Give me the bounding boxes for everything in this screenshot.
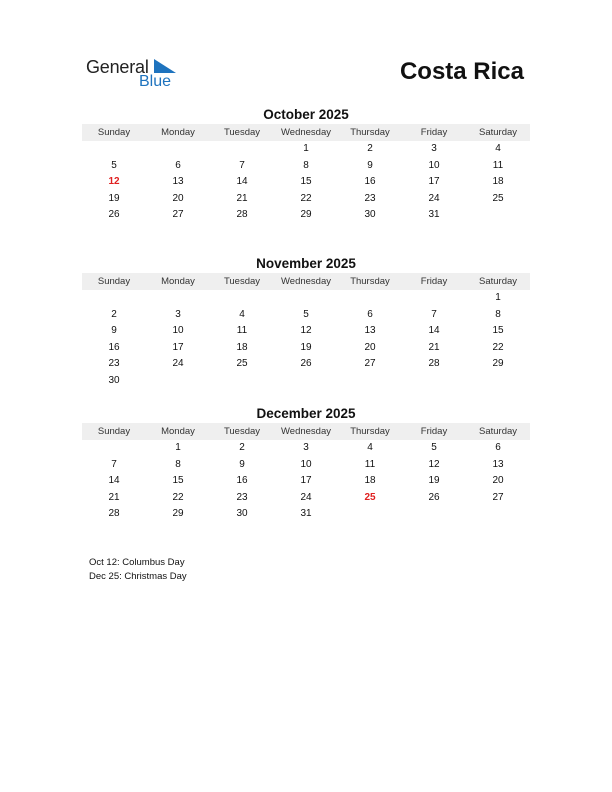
day-cell: 17 bbox=[300, 475, 312, 487]
day-cell: 23 bbox=[236, 491, 248, 503]
day-cell: 3 bbox=[303, 442, 309, 453]
day-cell bbox=[466, 373, 530, 390]
weekday-label: Saturday bbox=[478, 426, 518, 437]
day-cell: 11 bbox=[236, 325, 248, 337]
week-row bbox=[82, 373, 530, 390]
day-cell bbox=[82, 141, 146, 158]
day-cell: 21 bbox=[428, 341, 440, 353]
day-cell: 25 bbox=[236, 358, 248, 370]
day-cell: 7 bbox=[239, 159, 245, 171]
day-cell: 28 bbox=[428, 358, 440, 370]
day-cell: 23 bbox=[364, 192, 376, 204]
day-cell: 26 bbox=[108, 209, 120, 221]
day-cell: 1 bbox=[175, 442, 181, 453]
day-cell: 5 bbox=[303, 308, 309, 320]
day-cell: 5 bbox=[111, 159, 117, 171]
weekday-label: Thursday bbox=[350, 276, 390, 287]
day-cell: 24 bbox=[428, 192, 440, 204]
week-row bbox=[82, 158, 530, 175]
day-cell: 20 bbox=[364, 341, 376, 353]
day-cell: 21 bbox=[236, 192, 248, 204]
day-cell bbox=[82, 440, 146, 457]
day-cell: 16 bbox=[108, 341, 120, 353]
day-cell: 22 bbox=[492, 341, 504, 353]
weekday-header bbox=[82, 423, 530, 440]
day-cell: 24 bbox=[172, 358, 184, 370]
day-cell: 12 bbox=[300, 325, 312, 337]
day-cell: 19 bbox=[108, 192, 120, 204]
day-cell: 14 bbox=[428, 325, 440, 337]
day-cell: 6 bbox=[175, 159, 181, 171]
logo-blue-text: Blue bbox=[139, 73, 172, 90]
day-cell: 10 bbox=[428, 159, 440, 171]
weekday-label: Monday bbox=[161, 276, 195, 287]
day-cell: 27 bbox=[172, 209, 184, 221]
week-row bbox=[82, 440, 530, 457]
day-cell: 18 bbox=[364, 475, 376, 487]
day-cell: 15 bbox=[492, 325, 504, 337]
day-cell: 16 bbox=[364, 176, 376, 188]
day-cell: 29 bbox=[300, 209, 312, 221]
day-cell: 1 bbox=[303, 143, 309, 154]
week-row bbox=[82, 141, 530, 158]
day-cell: 16 bbox=[236, 475, 248, 487]
holiday-notes bbox=[89, 556, 187, 584]
day-cell: 13 bbox=[492, 458, 504, 470]
day-cell bbox=[338, 506, 402, 523]
week-row bbox=[82, 307, 530, 324]
day-cell bbox=[402, 506, 466, 523]
day-cell: 15 bbox=[172, 475, 184, 487]
week-row bbox=[82, 174, 530, 191]
day-cell: 10 bbox=[172, 325, 184, 337]
weekday-label: Tuesday bbox=[223, 127, 261, 138]
weekday-label: Thursday bbox=[350, 426, 390, 437]
day-cell: 18 bbox=[492, 176, 504, 188]
week-row bbox=[82, 207, 530, 224]
day-cell: 4 bbox=[239, 308, 245, 320]
day-cell: 27 bbox=[364, 358, 376, 370]
week-row bbox=[82, 473, 530, 490]
day-cell bbox=[146, 141, 210, 158]
day-cell: 8 bbox=[175, 458, 181, 470]
weekday-label: Wednesday bbox=[281, 276, 331, 287]
day-cell: 17 bbox=[428, 176, 440, 188]
month-title: December 2025 bbox=[256, 406, 356, 421]
day-cell: 30 bbox=[108, 374, 120, 386]
generalblue-logo bbox=[86, 55, 186, 95]
day-cell: 27 bbox=[492, 491, 504, 503]
weekday-header bbox=[82, 273, 530, 290]
day-cell: 19 bbox=[300, 341, 312, 353]
day-cell: 23 bbox=[108, 358, 120, 370]
weekday-label: Saturday bbox=[478, 276, 518, 287]
day-cell: 31 bbox=[428, 209, 440, 221]
weekday-label: Monday bbox=[161, 127, 195, 138]
day-cell: 7 bbox=[431, 308, 437, 320]
day-cell: 25 bbox=[492, 192, 504, 204]
day-cell: 11 bbox=[364, 458, 376, 470]
weekday-label: Monday bbox=[161, 426, 195, 437]
day-cell bbox=[466, 506, 530, 523]
logo-triangle-icon bbox=[154, 59, 176, 73]
day-cell: 5 bbox=[431, 442, 437, 453]
day-cell: 19 bbox=[428, 475, 440, 487]
week-row bbox=[82, 290, 530, 307]
weekday-label: Tuesday bbox=[223, 276, 261, 287]
week-row bbox=[82, 457, 530, 474]
day-cell bbox=[146, 290, 210, 307]
logo-general-text: General bbox=[86, 57, 149, 77]
weekday-label: Tuesday bbox=[223, 426, 261, 437]
day-cell: 12 bbox=[428, 458, 440, 470]
weekday-label: Wednesday bbox=[281, 127, 331, 138]
day-cell: 29 bbox=[492, 358, 504, 370]
day-cell: 13 bbox=[364, 325, 376, 337]
day-cell: 11 bbox=[492, 159, 504, 171]
weekday-label: Friday bbox=[420, 426, 448, 437]
day-cell bbox=[82, 290, 146, 307]
day-cell: 21 bbox=[108, 491, 120, 503]
day-cell: 7 bbox=[111, 458, 117, 470]
holiday-note: Oct 12: Columbus Day bbox=[89, 557, 185, 568]
day-cell bbox=[274, 290, 338, 307]
day-cell: 13 bbox=[172, 176, 184, 188]
day-cell: 30 bbox=[364, 209, 376, 221]
day-cell bbox=[338, 290, 402, 307]
day-cell: 2 bbox=[367, 143, 373, 154]
day-cell bbox=[402, 290, 466, 307]
day-cell: 28 bbox=[108, 508, 120, 520]
weekday-label: Thursday bbox=[350, 127, 390, 138]
day-cell: 26 bbox=[428, 491, 440, 503]
day-cell: 26 bbox=[300, 358, 312, 370]
day-cell: 12 bbox=[108, 176, 120, 188]
day-cell: 15 bbox=[300, 176, 312, 188]
day-cell bbox=[274, 373, 338, 390]
day-cell bbox=[210, 290, 274, 307]
day-cell: 4 bbox=[495, 143, 501, 154]
day-cell: 9 bbox=[367, 159, 373, 171]
day-cell bbox=[210, 141, 274, 158]
day-cell: 29 bbox=[172, 508, 184, 520]
day-cell: 24 bbox=[300, 491, 312, 503]
week-row bbox=[82, 323, 530, 340]
weekday-label: Sunday bbox=[97, 426, 131, 437]
country-title: Costa Rica bbox=[399, 58, 524, 85]
day-cell: 1 bbox=[495, 292, 501, 303]
day-cell: 8 bbox=[495, 308, 501, 320]
day-cell: 20 bbox=[492, 475, 504, 487]
day-cell: 9 bbox=[111, 325, 117, 337]
day-cell: 10 bbox=[300, 458, 312, 470]
day-cell bbox=[466, 207, 530, 224]
month-november bbox=[82, 256, 530, 390]
weekday-label: Sunday bbox=[97, 276, 131, 287]
day-cell: 25 bbox=[364, 491, 376, 503]
day-cell: 6 bbox=[367, 308, 373, 320]
day-cell bbox=[146, 373, 210, 390]
month-october bbox=[82, 107, 530, 224]
day-cell: 14 bbox=[236, 176, 248, 188]
holiday-note: Dec 25: Christmas Day bbox=[89, 571, 187, 582]
day-cell: 20 bbox=[172, 192, 184, 204]
day-cell: 4 bbox=[367, 442, 373, 453]
day-cell: 3 bbox=[431, 143, 437, 154]
weekday-label: Sunday bbox=[97, 127, 131, 138]
day-cell bbox=[402, 373, 466, 390]
day-cell: 22 bbox=[300, 192, 312, 204]
month-title: November 2025 bbox=[256, 256, 356, 271]
day-cell: 31 bbox=[300, 508, 312, 520]
day-cell: 28 bbox=[236, 209, 248, 221]
day-cell: 30 bbox=[236, 508, 248, 520]
day-cell: 17 bbox=[172, 341, 184, 353]
week-row bbox=[82, 340, 530, 357]
day-cell: 14 bbox=[108, 475, 120, 487]
day-cell bbox=[210, 373, 274, 390]
week-row bbox=[82, 506, 530, 523]
day-cell: 2 bbox=[111, 308, 117, 320]
weekday-label: Wednesday bbox=[281, 426, 331, 437]
week-row bbox=[82, 490, 530, 507]
weekday-header bbox=[82, 124, 530, 141]
month-december bbox=[82, 406, 530, 523]
day-cell: 18 bbox=[236, 341, 248, 353]
day-cell: 3 bbox=[175, 308, 181, 320]
weekday-label: Friday bbox=[420, 276, 448, 287]
day-cell: 8 bbox=[303, 159, 309, 171]
day-cell: 22 bbox=[172, 491, 184, 503]
month-title: October 2025 bbox=[263, 107, 349, 122]
day-cell: 9 bbox=[239, 458, 245, 470]
week-row bbox=[82, 191, 530, 208]
day-cell: 6 bbox=[495, 442, 501, 453]
week-row bbox=[82, 356, 530, 373]
weekday-label: Saturday bbox=[478, 127, 518, 138]
day-cell bbox=[338, 373, 402, 390]
weekday-label: Friday bbox=[420, 127, 448, 138]
day-cell: 2 bbox=[239, 442, 245, 453]
